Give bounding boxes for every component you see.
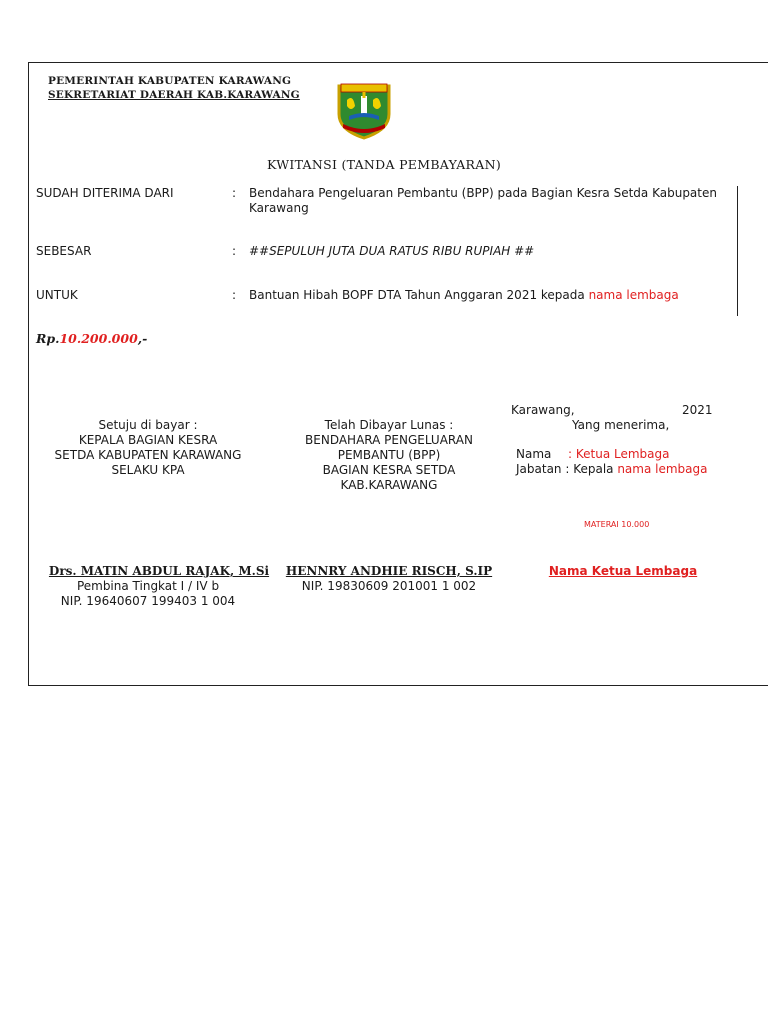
receiver-position-label: Jabatan : Kepala xyxy=(516,462,618,476)
approver-nip: NIP. 19640607 199403 1 004 xyxy=(60,594,236,608)
from-colon: : xyxy=(232,186,237,200)
purpose-label: UNTUK xyxy=(36,288,78,302)
stamp-duty-note: MATERAI 10.000 xyxy=(584,520,650,529)
treasurer-position-1: BENDAHARA PENGELUARAN xyxy=(305,433,473,447)
paid-caption: Telah Dibayar Lunas : xyxy=(324,418,454,432)
amount-number: 10.200.000 xyxy=(59,331,138,346)
purpose-colon: : xyxy=(232,288,237,302)
from-label: SUDAH DITERIMA DARI xyxy=(36,186,174,200)
approver-signature-name: Drs. MATIN ABDUL RAJAK, M.Si xyxy=(48,564,270,578)
treasurer-signature-name: HENNRY ANDHIE RISCH, S.IP xyxy=(285,564,493,578)
treasurer-nip: NIP. 19830609 201001 1 002 xyxy=(301,579,477,593)
receiver-name-value: : Ketua Lembaga xyxy=(568,447,670,461)
amount-colon: : xyxy=(232,244,237,258)
treasurer-position-3: BAGIAN KESRA SETDA xyxy=(322,463,456,477)
receipt-title: KWITANSI (TANDA PEMBAYARAN) xyxy=(267,157,501,172)
frame-top-border xyxy=(28,62,768,63)
purpose-institution-name: nama lembaga xyxy=(588,288,679,302)
place-label: Karawang, xyxy=(511,403,575,417)
receiver-institution-name: nama lembaga xyxy=(617,462,708,476)
receiver-name-label: Nama xyxy=(516,447,552,461)
date-year: 2021 xyxy=(682,403,713,417)
receiver-signature-name: Nama Ketua Lembaga xyxy=(548,564,698,578)
approver-rank: Pembina Tingkat I / IV b xyxy=(76,579,220,593)
karawang-coat-of-arms-logo xyxy=(333,80,395,144)
amount-label: SEBESAR xyxy=(36,244,92,258)
receiver-caption: Yang menerima, xyxy=(572,418,670,432)
approval-caption: Setuju di bayar : xyxy=(98,418,198,432)
approval-position-1: KEPALA BAGIAN KESRA xyxy=(78,433,218,447)
amount-figure xyxy=(36,331,147,346)
frame-bottom-border xyxy=(28,685,768,686)
purpose-text: Bantuan Hibah BOPF DTA Tahun Anggaran 2021 kepada xyxy=(249,288,589,302)
purpose-value xyxy=(249,288,679,302)
approval-position-2: SETDA KABUPATEN KARAWANG xyxy=(54,448,242,462)
header-secretariat: SEKRETARIAT DAERAH KAB.KARAWANG xyxy=(48,89,300,101)
frame-right-border xyxy=(737,186,738,316)
treasurer-position-4: KAB.KARAWANG xyxy=(340,478,438,492)
from-value-line1: Bendahara Pengeluaran Pembantu (BPP) pada Bagian Kesra Setda Kabupaten xyxy=(249,186,717,200)
treasurer-position-2: PEMBANTU (BPP) xyxy=(337,448,441,462)
from-value-line2: Karawang xyxy=(249,201,309,215)
header-government: PEMERINTAH KABUPATEN KARAWANG xyxy=(48,75,292,87)
amount-suffix: ,- xyxy=(137,331,148,346)
amount-in-words: ##SEPULUH JUTA DUA RATUS RIBU RUPIAH ## xyxy=(249,244,535,258)
amount-prefix: Rp. xyxy=(36,331,60,346)
approval-position-3: SELAKU KPA xyxy=(111,463,185,477)
receiver-position xyxy=(516,462,708,476)
